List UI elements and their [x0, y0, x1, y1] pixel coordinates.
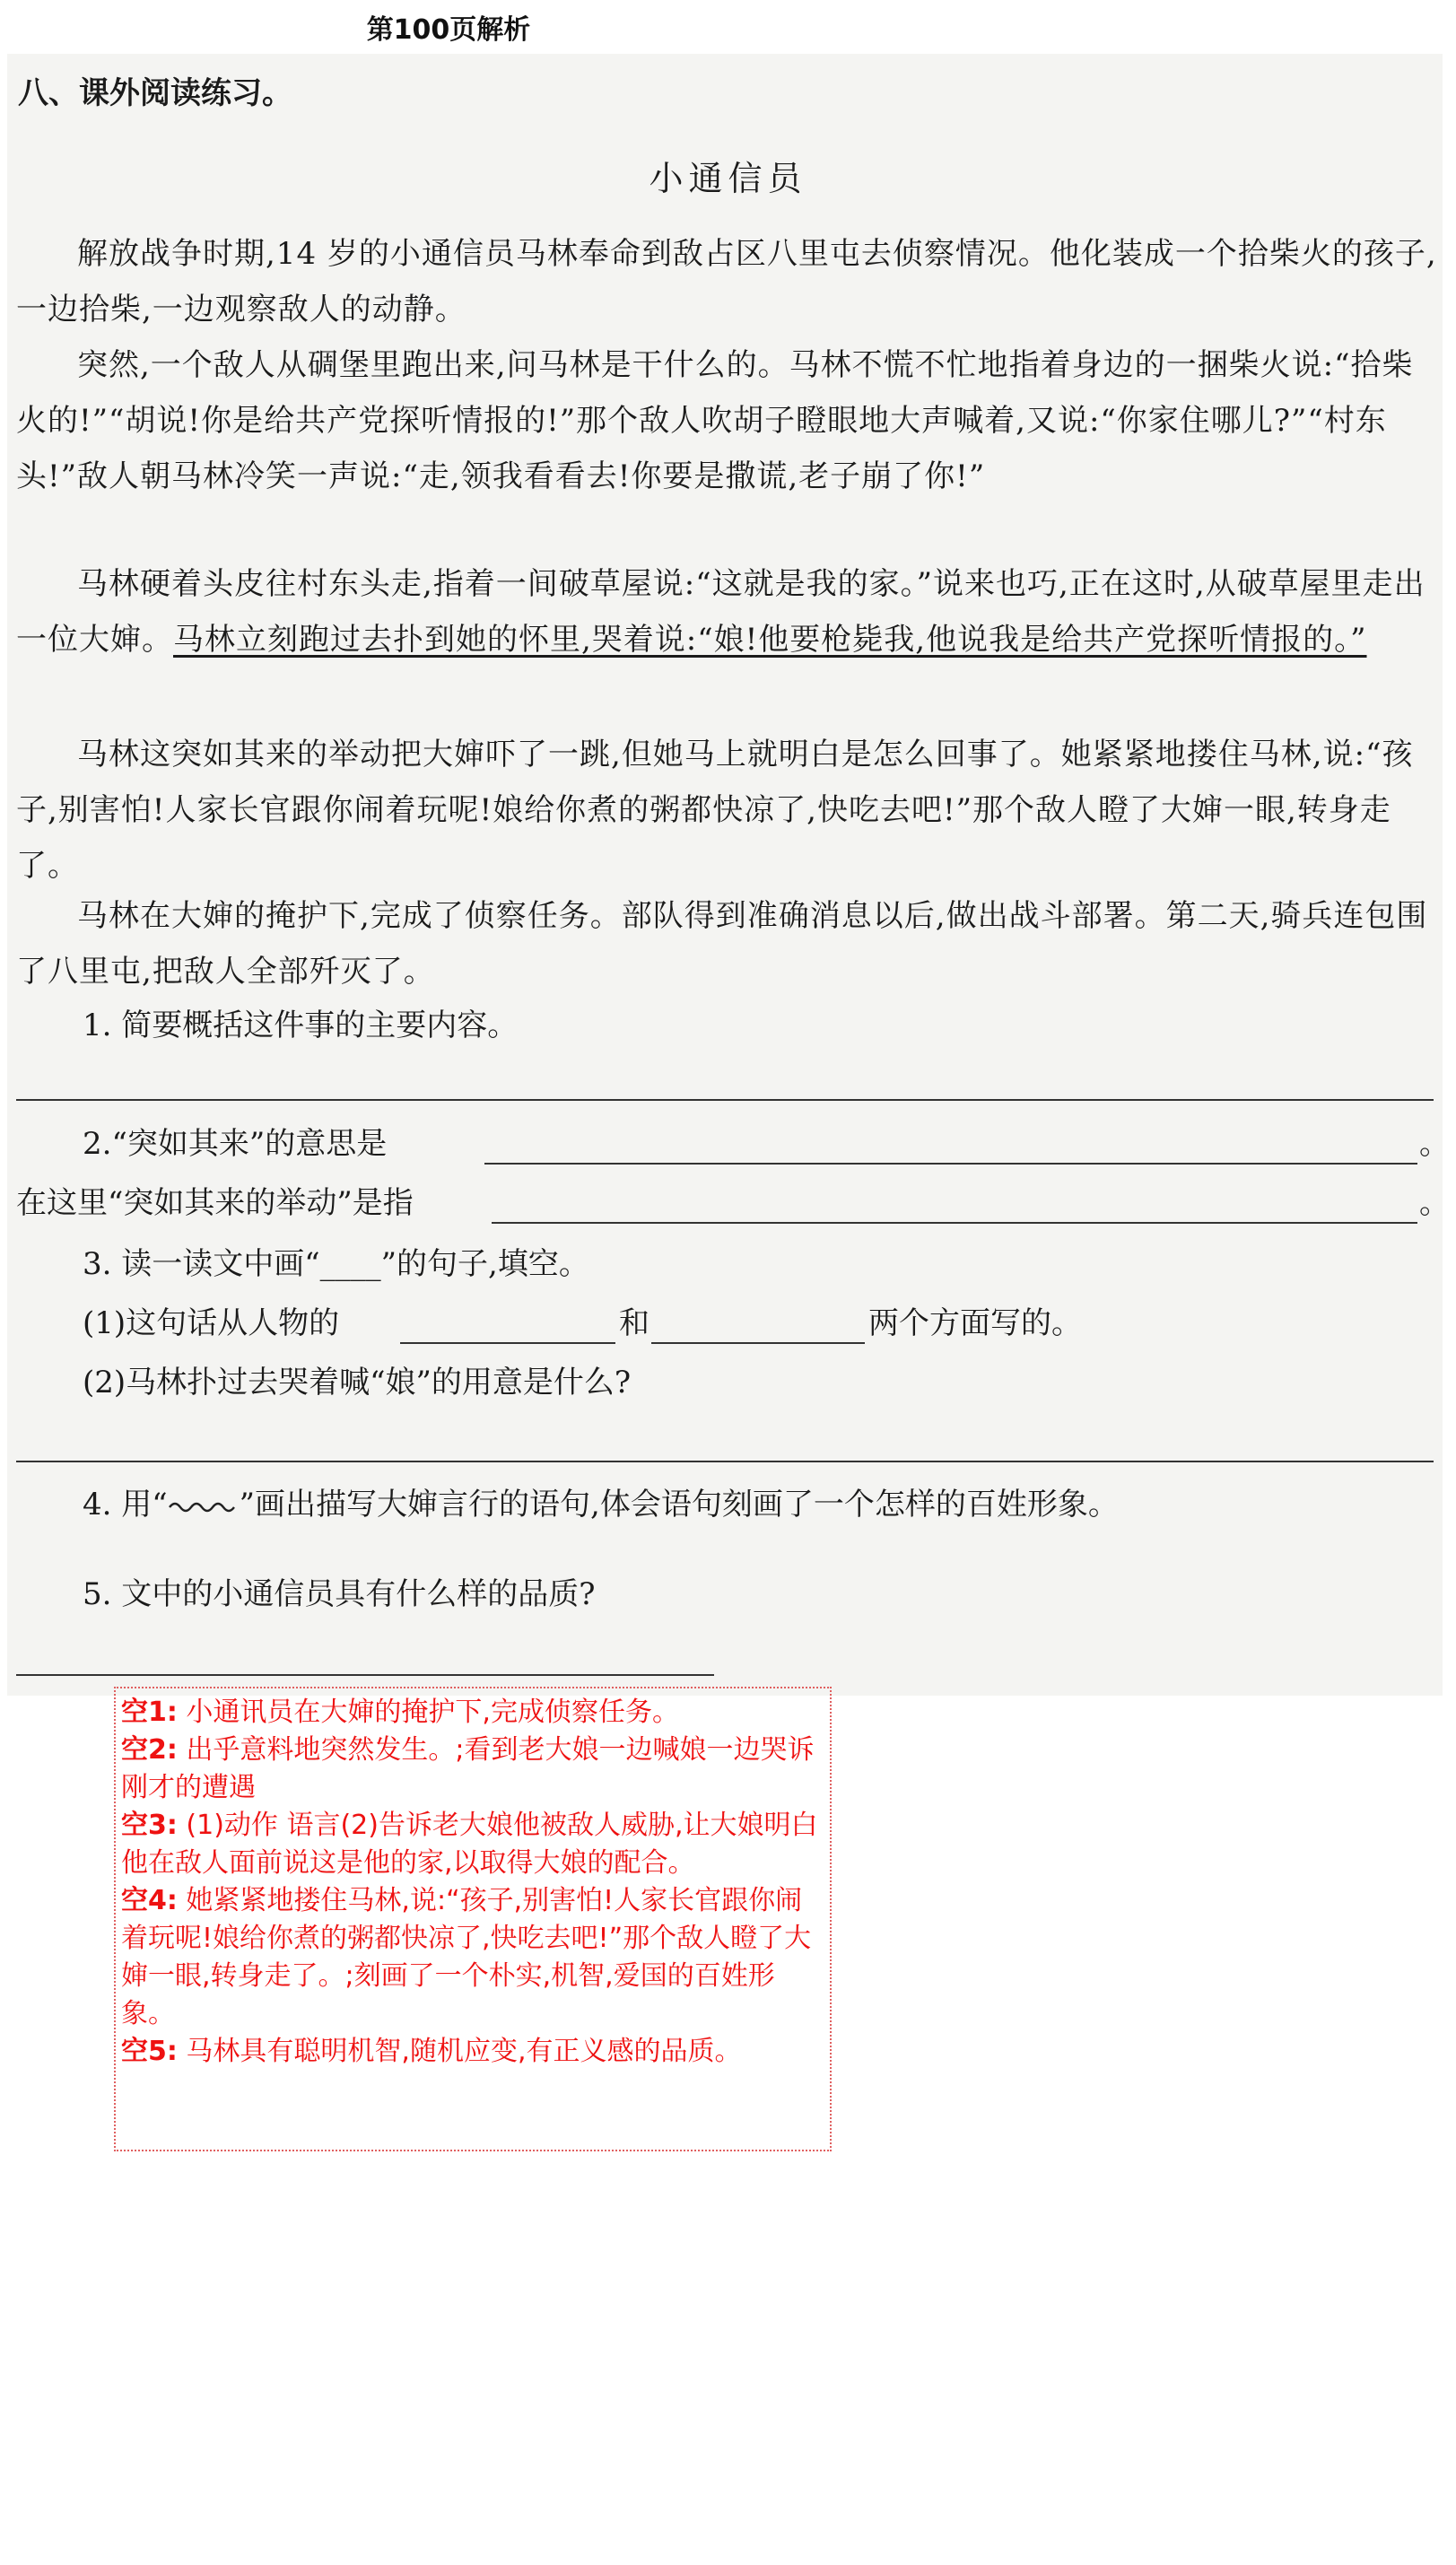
page-header-title: 第100页解析: [366, 14, 531, 46]
underlined-sentence: 马林立刻跑过去扑到她的怀里,哭着说:“娘!他要枪毙我,他说我是给共产党探听情报的。”: [173, 622, 1367, 658]
story-paragraph-3-text: 马林硬着头皮往村东头走,指着一间破草屋说:“这就是我的家。”说来也巧,正在这时,从破草屋里走出一位大婶。: [16, 566, 1425, 658]
answer-text: (1)动作 语言(2)告诉老大娘他被敌人威胁,让大娘明白他在敌人面前说这是他的家,以取得大娘的配合。: [121, 1810, 818, 1879]
question-4-suffix: ”画出描写大婶言行的语句,体会语句刻画了一个怎样的百姓形象。: [239, 1487, 1119, 1522]
question-4-prefix: 4. 用“: [83, 1487, 168, 1522]
answer-line-q5: [16, 1674, 714, 1676]
answer-line-q3-2: [16, 1461, 1434, 1462]
question-2b-period: 。: [1419, 1185, 1450, 1221]
answer-line-q3-1-a: [400, 1342, 615, 1344]
story-title: 小通信员: [649, 159, 807, 198]
answer-item-4: [121, 1882, 824, 2033]
question-3-1-part-b: 和: [619, 1305, 650, 1341]
answer-text: 马林具有聪明机智,随机应变,有正义感的品质。: [186, 2036, 742, 2067]
answer-line-q3-1-b: [651, 1342, 865, 1344]
question-2a-period: 。: [1419, 1126, 1450, 1162]
answer-text: 出乎意料地突然发生。;看到老大娘一边喊娘一边哭诉刚才的遭遇: [121, 1734, 815, 1803]
question-2a: 2.“突如其来”的意思是: [83, 1126, 388, 1162]
answer-item-5: [121, 2033, 824, 2071]
answer-key-box: [114, 1687, 832, 2151]
story-paragraph-5: 马林在大婶的掩护下,完成了侦察任务。部队得到准确消息以后,做出战斗部署。第二天,骑兵连包围了八里屯,把敌人全部歼灭了。: [16, 898, 1428, 990]
question-5: 5. 文中的小通信员具有什么样的品质?: [83, 1576, 596, 1612]
answer-label: 空4:: [121, 1885, 178, 1916]
story-paragraph-1: 解放战争时期,14 岁的小通信员马林奉命到敌占区八里屯去侦察情况。他化装成一个拾柴火的孩子,一边拾柴,一边观察敌人的动静。: [16, 236, 1437, 327]
answer-line-q2a: [484, 1163, 1417, 1165]
answer-item-2: [121, 1732, 824, 1807]
story-paragraph-2: 突然,一个敌人从碉堡里跑出来,问马林是干什么的。马林不慌不忙地指着身边的一捆柴火说:“拾柴火的!”“胡说!你是给共产党探听情报的!”那个敌人吹胡子瞪眼地大声喊着,又说:“你家住哪儿?”“村东头!”敌人朝马林冷笑一声说:“走,领我看看去!你要是撒谎,老子崩了你!”: [16, 347, 1414, 494]
question-1: 1. 简要概括这件事的主要内容。: [83, 1008, 519, 1043]
answer-line-q1: [16, 1099, 1434, 1101]
question-3-1-part-c: 两个方面写的。: [868, 1305, 1082, 1341]
question-4: [83, 1482, 1119, 1527]
answer-line-q2b: [492, 1222, 1417, 1224]
section-title: 八、课外阅读练习。: [18, 75, 292, 111]
question-3: 3. 读一读文中画“____”的句子,填空。: [83, 1246, 589, 1282]
answer-text: 小通讯员在大婶的掩护下,完成侦察任务。: [186, 1697, 679, 1728]
question-2b: 在这里“突如其来的举动”是指: [16, 1185, 414, 1221]
answer-item-1: [121, 1694, 824, 1732]
answer-text: 她紧紧地搂住马林,说:“孩子,别害怕!人家长官跟你闹着玩呢!娘给你煮的粥都快凉了,快吃去吧!”那个敌人瞪了大婶一眼,转身走了。;刻画了一个朴实,机智,爱国的百姓形象。: [121, 1885, 812, 2029]
answer-label: 空3:: [121, 1810, 178, 1841]
answer-item-3: [121, 1807, 824, 1882]
answer-label: 空2:: [121, 1734, 178, 1766]
story-paragraph-4: 马林这突如其来的举动把大婶吓了一跳,但她马上就明白是怎么回事了。她紧紧地搂住马林,说:“孩子,别害怕!人家长官跟你闹着玩呢!娘给你煮的粥都快凉了,快吃去吧!”那个敌人瞪了大婶一眼,转身走了。: [16, 737, 1414, 884]
answer-label: 空5:: [121, 2036, 178, 2067]
story-paragraph-3: [16, 556, 1438, 667]
answer-label: 空1:: [121, 1697, 178, 1728]
question-3-1-part-a: (1)这句话从人物的: [83, 1305, 340, 1341]
question-3-2: (2)马林扑过去哭着喊“娘”的用意是什么?: [83, 1365, 632, 1400]
wavy-line-icon: [168, 1482, 240, 1527]
